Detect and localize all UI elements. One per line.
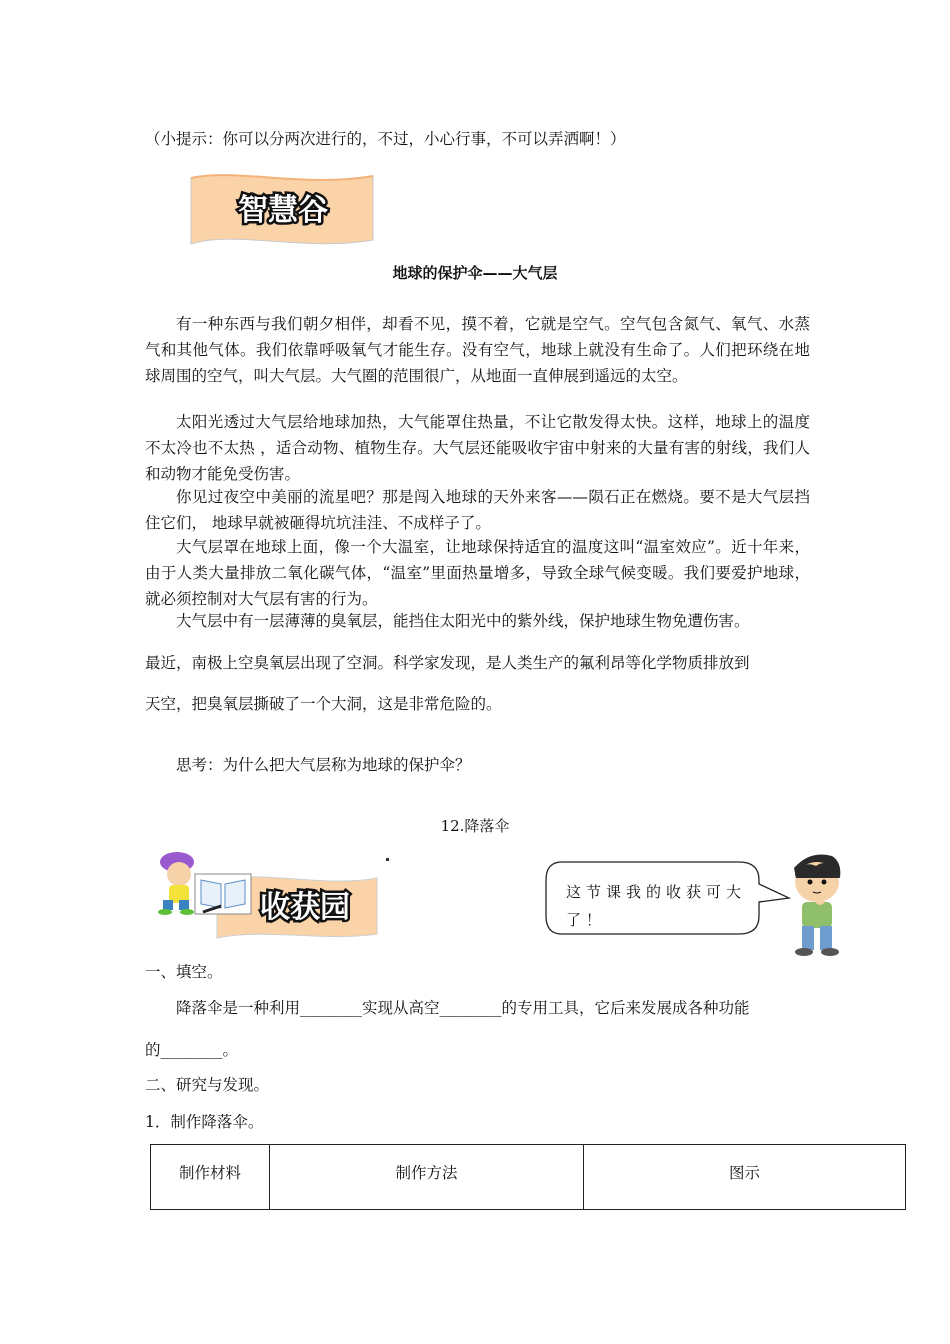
fill-blank-line-1: 降落伞是一种利用________实现从高空________的专用工具，它后来发展成各种功能 xyxy=(176,999,750,1017)
banner-zhihuigu xyxy=(185,170,380,250)
paragraph-3: 你见过夜空中美丽的流星吧？那是闯入地球的天外来客——陨石正在燃烧。要不是大气层挡住它们， 地球早就被砸得坑坑洼洼、不成样子了。 xyxy=(145,488,810,532)
paragraph-1: 有一种东西与我们朝夕相伴，却看不见，摸不着，它就是空气。空气包含氮气、氧气、水蒸气和其他气体。我们依靠呼吸氧气才能生存。没有空气，地球上就没有生命了。人们把环绕在地球周围的空气，叫大气层。大气圈的范围很广，从地面一直伸展到遥远的太空。 xyxy=(145,315,810,385)
speech-bubble xyxy=(544,858,794,940)
banner-shouhuoyuan xyxy=(155,850,385,942)
think-question: 思考：为什么把大气层称为地球的保护伞？ xyxy=(176,756,471,774)
chapter-title: 12.降落伞 xyxy=(440,817,510,835)
banner-title: 智慧谷 xyxy=(238,193,328,228)
paragraph-5-line-2: 最近，南极上空臭氧层出现了空洞。科学家发现，是人类生产的氟利昂等化学物质排放到 xyxy=(145,654,750,672)
paragraph-5-line-1: 大气层中有一层薄薄的臭氧层，能挡住太阳光中的紫外线，保护地球生物免遭伤害。 xyxy=(176,612,750,630)
section-1-heading: 一、填空。 xyxy=(145,963,223,981)
item-1-heading: 1．制作降落伞。 xyxy=(145,1113,264,1131)
section-2-heading: 二、研究与发现。 xyxy=(145,1076,270,1094)
thinking-boy-illustration xyxy=(780,848,860,960)
paragraph-4: 大气层罩在地球上面，像一个大温室，让地球保持适宜的温度这叫“温室效应”。近十年来，由于人类大量排放二氧化碳气体，“温室”里面热量增多，导致全球气候变暖。我们要爱护地球，就必须控制对大气层有害的行为。 xyxy=(145,538,810,608)
article-title: 地球的保护伞——大气层 xyxy=(392,264,558,282)
banner-ribbon-graphic xyxy=(185,170,380,250)
bubble-text: 这节课我的收获可大了！ xyxy=(566,883,747,929)
paragraph-5-line-3: 天空，把臭氧层撕破了一个大洞，这是非常危险的。 xyxy=(145,695,502,713)
dot-mark xyxy=(386,858,389,861)
kid-reading-illustration xyxy=(155,850,385,942)
table-header-diagram: 图示 xyxy=(584,1145,906,1210)
table-header-row xyxy=(151,1145,906,1210)
table-header-method: 制作方法 xyxy=(270,1145,584,1210)
boy-figure xyxy=(780,848,860,960)
banner2-title: 收获园 xyxy=(260,890,350,925)
hint-text: （小提示：你可以分两次进行的，不过，小心行事，不可以弄洒啊！） xyxy=(145,130,626,148)
fill-blank-line-2: 的________。 xyxy=(145,1041,239,1059)
paragraph-2: 太阳光透过大气层给地球加热，大气能罩住热量，不让它散发得太快。这样，地球上的温度不太冷也不太热 ，适合动物、植物生存。大气层还能吸收宇宙中射来的大量有害的射线，我们人和动物才能免受伤害。 xyxy=(145,413,810,483)
parachute-table xyxy=(150,1144,906,1210)
table-header-materials: 制作材料 xyxy=(151,1145,270,1210)
